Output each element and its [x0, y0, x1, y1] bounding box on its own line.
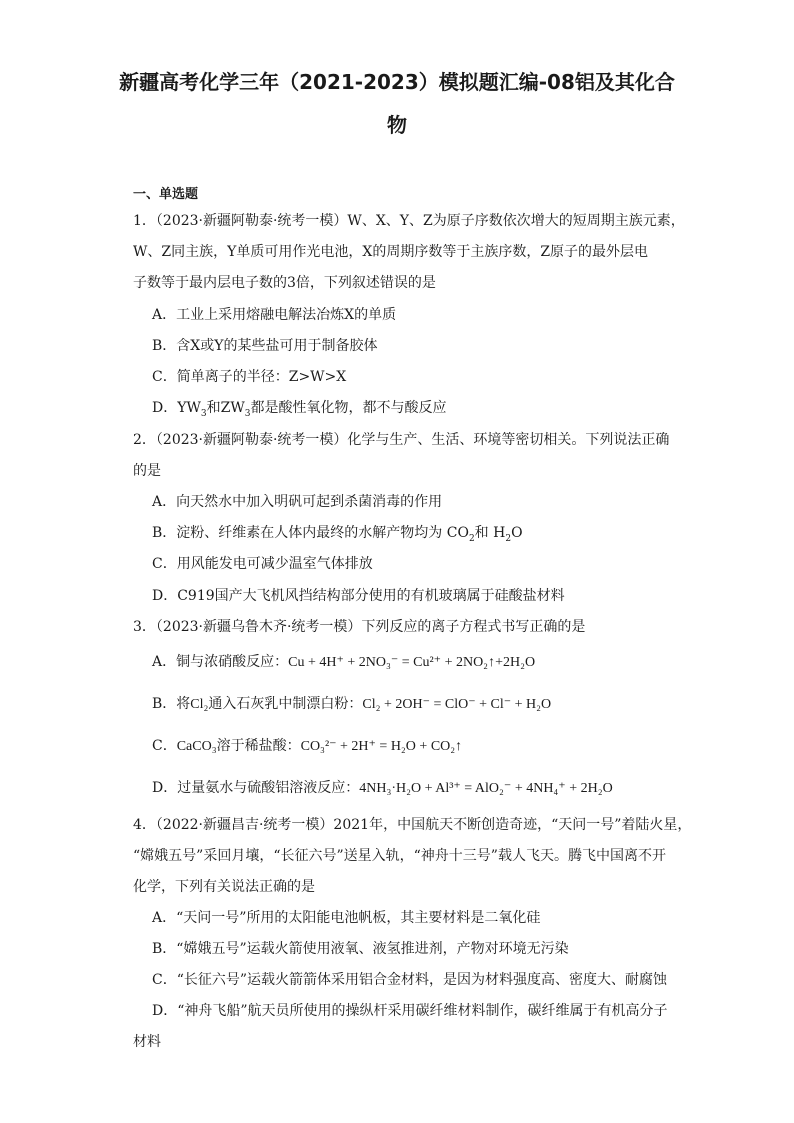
subscript: 3 — [244, 408, 251, 419]
q2-option-b — [152, 523, 692, 543]
q4-option-d-line1: D．“神舟飞船”航天员所使用的操纵杆采用碳纤维材料制作，碳纤维属于有机高分子 — [152, 1003, 668, 1019]
q1-stem-line1: 1．（2023·新疆阿勒泰·统考一模）W、X、Y、Z为原子序数依次增大的短周期主族元素， — [133, 213, 685, 229]
conjunction: 和 — [206, 400, 221, 416]
q3-option-d-label: D．过量氨水与硫酸铝溶液反应： — [152, 780, 360, 796]
q3-option-c-text: 溶于稀盐酸： — [216, 738, 301, 754]
subscript: 2 — [505, 533, 512, 544]
q2-stem-line2: 的是 — [133, 463, 161, 479]
q1-stem-line2: W、Z同主族，Y单质可用作光电池，X的周期序数等于主族序数，Z原子的最外层电 — [133, 244, 649, 260]
q1-stem-line3: 子数等于最内层电子数的3倍，下列叙述错误的是 — [133, 275, 436, 291]
q2-stem-line1: 2．（2023·新疆阿勒泰·统考一模）化学与生产、生活、环境等密切相关。下列说法正确 — [133, 432, 670, 448]
equation: Cu + 4H⁺ + 2NO₃⁻ = Cu²⁺ + 2NO₂↑+2H₂O — [288, 655, 536, 670]
formula-zw: ZW — [220, 400, 245, 416]
subscript: 3 — [200, 408, 207, 419]
q1-option-d — [152, 398, 692, 418]
q3-option-a-label: A．铜与浓硝酸反应： — [152, 654, 289, 670]
q1-option-d-label: D． — [152, 400, 178, 416]
q4-stem-line3: 化学，下列有关说法正确的是 — [133, 879, 315, 895]
q2-option-b-text: B．淀粉、纤维素在人体内最终的水解产物均为 CO — [152, 525, 469, 541]
document-title-line2: 物 — [387, 113, 407, 137]
formula-cl2: Cl₂ — [190, 697, 209, 712]
equation: 4NH₃·H₂O + Al³⁺ = AlO₂⁻ + 4NH₄⁺ + 2H₂O — [359, 781, 613, 796]
q3-option-b-label: B．将 — [152, 696, 191, 712]
q3-option-c — [152, 736, 692, 757]
q1-option-b: B．含X或Y的某些盐可用于制备胶体 — [152, 338, 378, 354]
q1-option-c: C．简单离子的半径：Z>W>X — [152, 369, 347, 385]
section-heading: 一、单选题 — [133, 187, 199, 202]
q2-option-d: D．C919国产大飞机风挡结构部分使用的有机玻璃属于硅酸盐材料 — [152, 588, 565, 604]
q3-option-d — [152, 778, 692, 799]
formula-yw: YW — [177, 400, 201, 416]
q4-stem-line2: “嫦娥五号”采回月壤，“长征六号”送星入轨，“神舟十三号”载人飞天。腾飞中国离不开 — [133, 848, 666, 864]
q4-option-b: B．“嫦娥五号”运载火箭使用液氧、液氢推进剂，产物对环境无污染 — [152, 941, 569, 957]
q3-option-b — [152, 694, 692, 715]
equation: CO₃²⁻ + 2H⁺ = H₂O + CO₂↑ — [300, 739, 463, 754]
q4-option-c: C．“长征六号”运载火箭箭体采用铝合金材料，是因为材料强度高、密度大、耐腐蚀 — [152, 972, 668, 988]
q1-option-d-text: 都是酸性氧化物，都不与酸反应 — [250, 400, 447, 416]
q3-option-b-text: 通入石灰乳中制漂白粉： — [208, 696, 363, 712]
equation: Cl₂ + 2OH⁻ = ClO⁻ + Cl⁻ + H₂O — [362, 697, 552, 712]
q3-option-c-label: C． — [152, 738, 177, 754]
q2-option-a: A．向天然水中加入明矾可起到杀菌消毒的作用 — [152, 494, 443, 510]
subscript: 2 — [468, 533, 475, 544]
q1-option-a: A．工业上采用熔融电解法冶炼X的单质 — [152, 307, 397, 323]
q4-option-a: A．“天问一号”所用的太阳能电池帆板，其主要材料是二氧化硅 — [152, 910, 541, 926]
formula-caco3: CaCO₃ — [176, 739, 217, 754]
q4-stem-line1: 4．（2022·新疆昌吉·统考一模）2021年，中国航天不断创造奇迹，“天问一号”着陆火星， — [133, 817, 692, 833]
document-title-line1: 新疆高考化学三年（2021-2023）模拟题汇编-08铝及其化合 — [119, 70, 675, 94]
q2-option-b-text: 和 H — [474, 525, 506, 541]
q3-stem: 3．（2023·新疆乌鲁木齐·统考一模）下列反应的离子方程式书写正确的是 — [133, 619, 586, 635]
q2-option-c: C．用风能发电可减少温室气体排放 — [152, 556, 373, 572]
q4-option-d-line2: 材料 — [133, 1034, 161, 1050]
q2-option-b-text: O — [511, 525, 523, 541]
q3-option-a — [152, 652, 692, 673]
